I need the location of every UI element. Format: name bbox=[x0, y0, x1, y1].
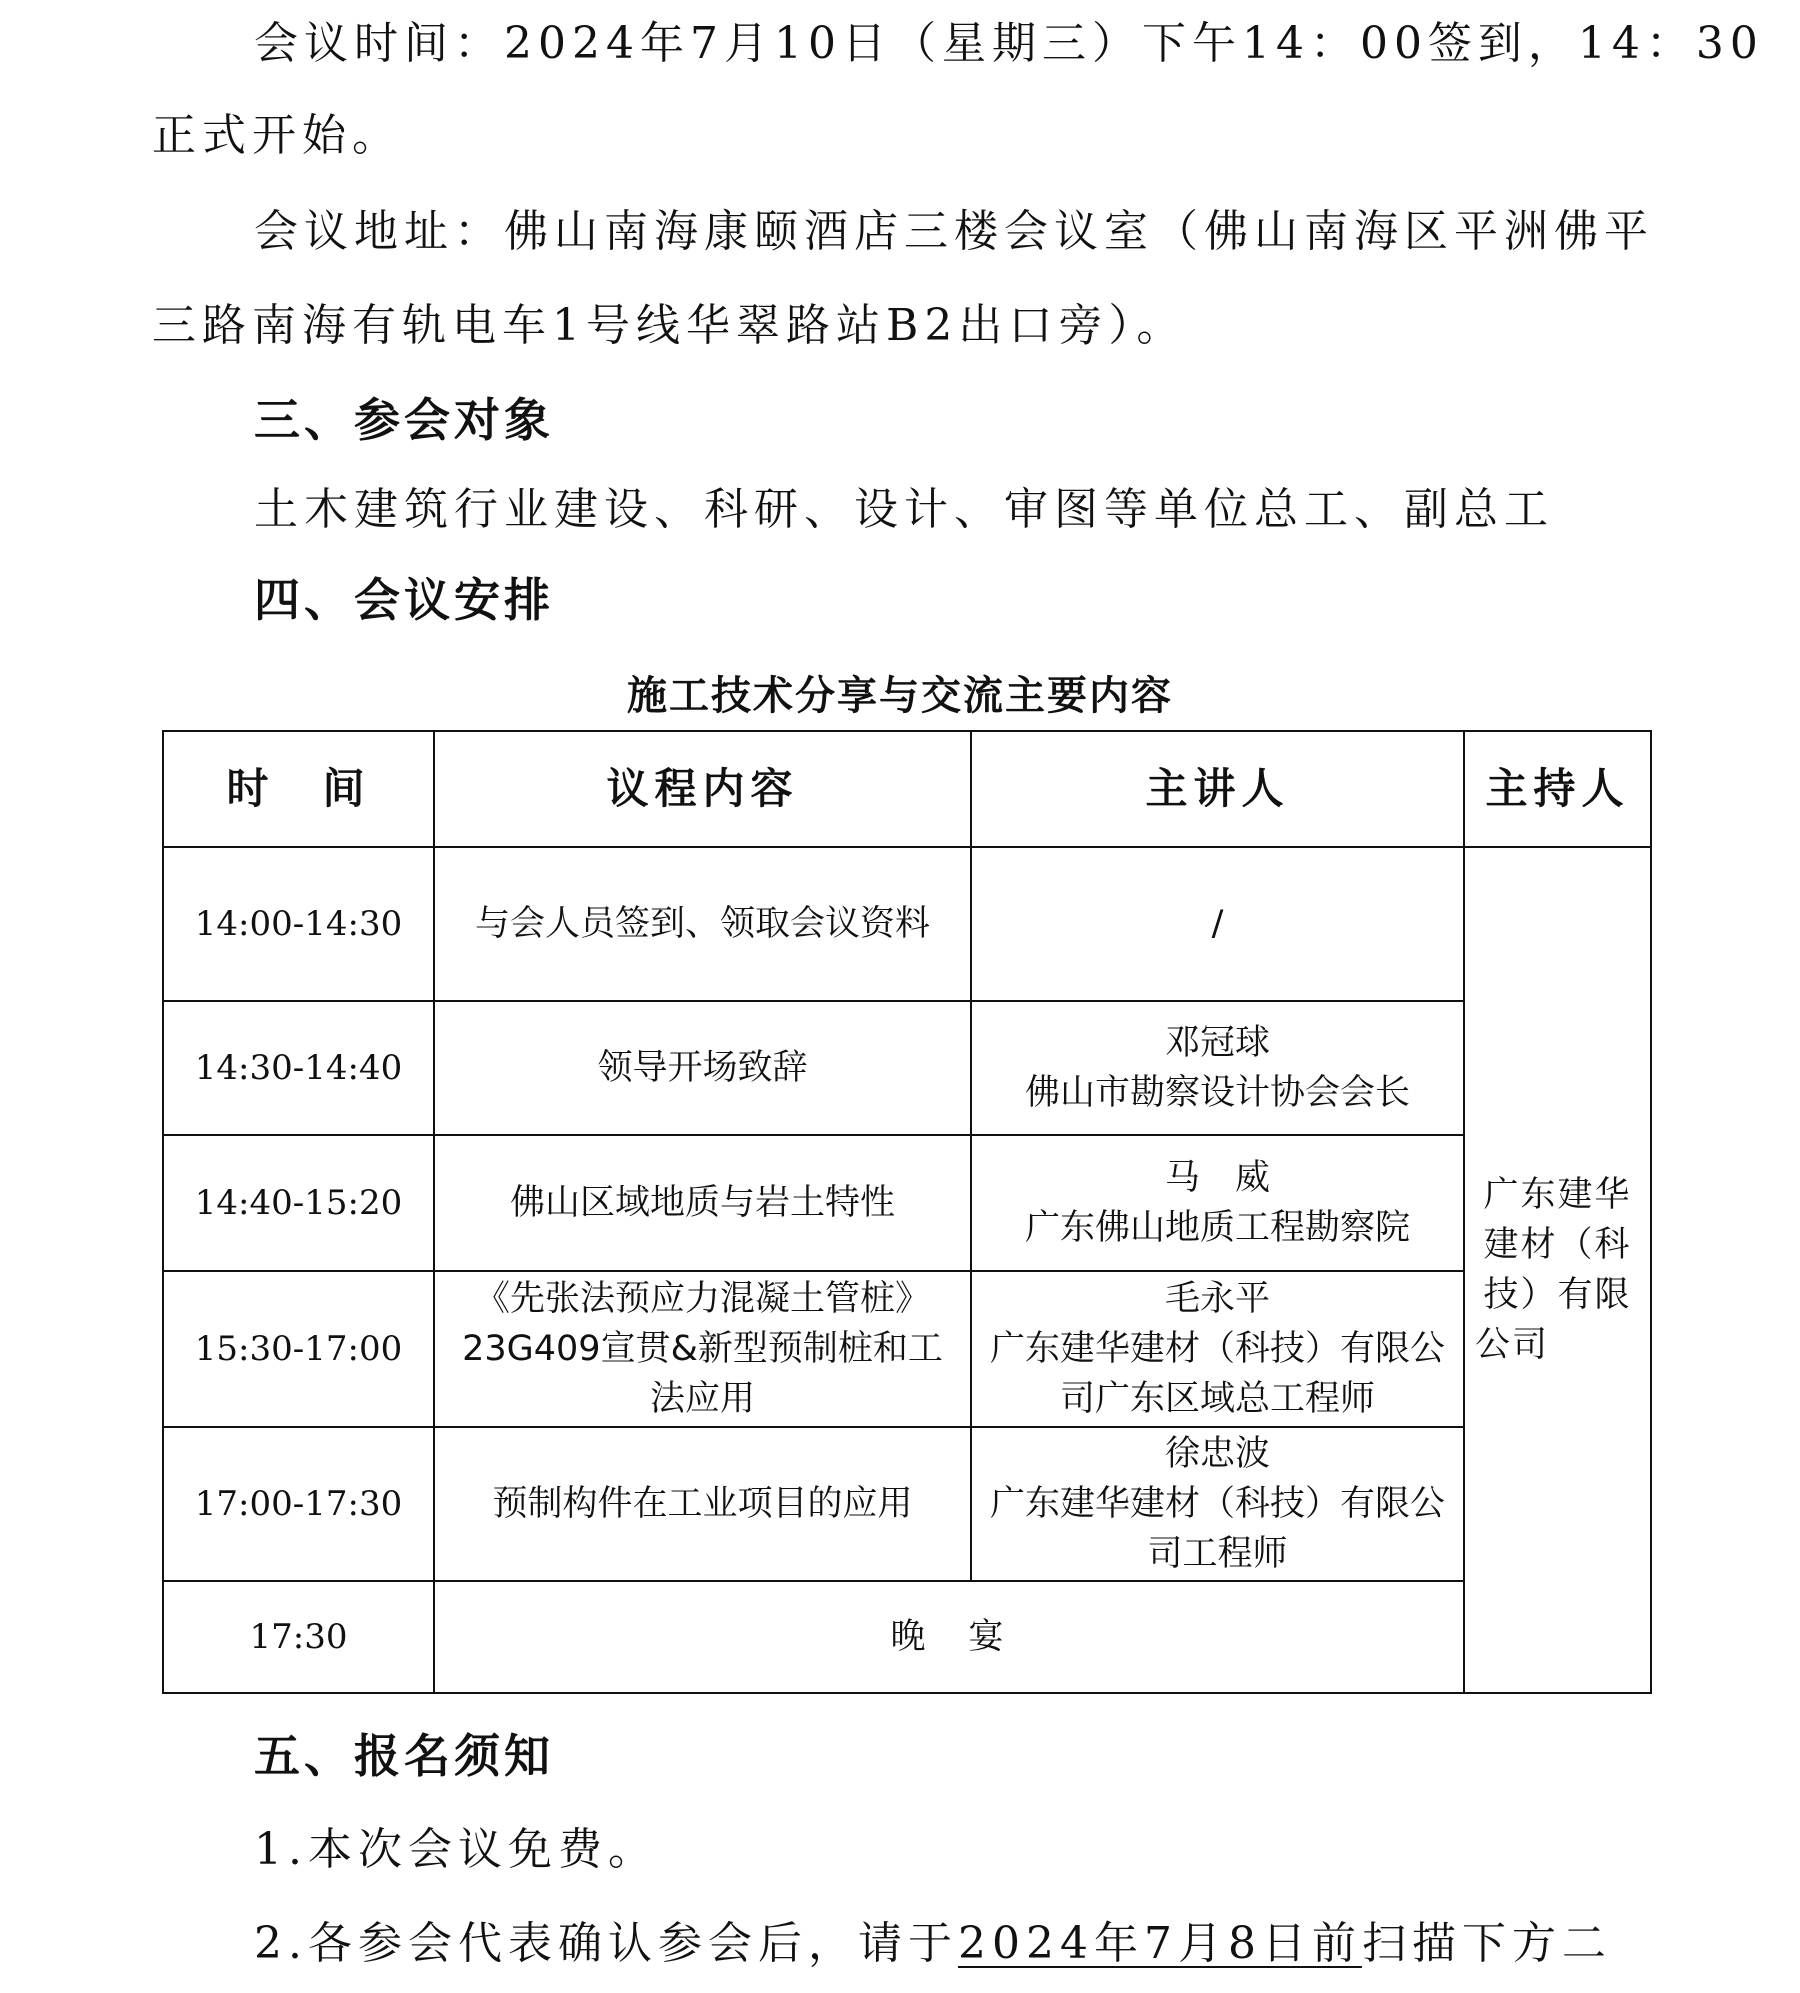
registration-item-2-suffix: 扫描下方二 bbox=[1361, 1918, 1612, 1969]
row-speaker: / bbox=[971, 847, 1464, 1001]
host-name: 广东建华建材（科技）有限公司 bbox=[1475, 1175, 1632, 1365]
row-agenda: 与会人员签到、领取会议资料 bbox=[434, 847, 971, 1001]
table-row bbox=[163, 1581, 1651, 1693]
header-host: 主持人 bbox=[1464, 731, 1651, 847]
table-row bbox=[163, 1271, 1651, 1427]
header-speaker: 主讲人 bbox=[971, 731, 1464, 847]
meeting-address-line-1: 会议地址：佛山南海康颐酒店三楼会议室（佛山南海区平洲佛平 bbox=[254, 206, 1654, 257]
row-time: 14:00-14:30 bbox=[163, 847, 434, 1001]
table-row bbox=[163, 1001, 1651, 1135]
header-agenda: 议程内容 bbox=[434, 731, 971, 847]
table-row bbox=[163, 847, 1651, 1001]
row-time: 17:30 bbox=[163, 1581, 434, 1693]
section-5-heading: 五、报名须知 bbox=[254, 1729, 554, 1783]
row-speaker: 邓冠球 佛山市勘察设计协会会长 bbox=[971, 1001, 1464, 1135]
agenda-table bbox=[162, 730, 1652, 1694]
attendee-description: 土木建筑行业建设、科研、设计、审图等单位总工、副总工 bbox=[254, 484, 1554, 535]
table-row bbox=[163, 1135, 1651, 1271]
row-time: 15:30-17:00 bbox=[163, 1271, 434, 1427]
row-agenda: 预制构件在工业项目的应用 bbox=[434, 1427, 971, 1581]
meeting-address-line-2: 三路南海有轨电车1号线华翠路站B2出口旁）。 bbox=[152, 300, 1187, 351]
registration-item-1: 1.本次会议免费。 bbox=[254, 1824, 658, 1875]
row-agenda: 佛山区域地质与岩土特性 bbox=[434, 1135, 971, 1271]
row-time: 17:00-17:30 bbox=[163, 1427, 434, 1581]
registration-deadline: 2024年7月8日前 bbox=[957, 1918, 1362, 1969]
section-3-heading: 三、参会对象 bbox=[254, 393, 554, 447]
registration-item-2 bbox=[254, 1916, 1764, 1972]
host-cell bbox=[1464, 847, 1651, 1693]
row-time: 14:30-14:40 bbox=[163, 1001, 434, 1135]
row-speaker: 马 威 广东佛山地质工程勘察院 bbox=[971, 1135, 1464, 1271]
table-caption: 施工技术分享与交流主要内容 bbox=[627, 673, 1173, 719]
header-time: 时 间 bbox=[163, 731, 434, 847]
meeting-time-line-1: 会议时间：2024年7月10日（星期三）下午14：00签到，14：30 bbox=[254, 18, 1764, 69]
meeting-time-line-2: 正式开始。 bbox=[152, 110, 402, 161]
row-agenda: 领导开场致辞 bbox=[434, 1001, 971, 1135]
row-agenda: 《先张法预应力混凝土管桩》23G409宣贯&新型预制桩和工法应用 bbox=[434, 1271, 971, 1427]
table-header-row bbox=[163, 731, 1651, 847]
banquet-cell: 晚 宴 bbox=[434, 1581, 1464, 1693]
registration-item-2-prefix: 2.各参会代表确认参会后，请于 bbox=[254, 1918, 958, 1969]
row-time: 14:40-15:20 bbox=[163, 1135, 434, 1271]
row-speaker: 毛永平 广东建华建材（科技）有限公司广东区域总工程师 bbox=[971, 1271, 1464, 1427]
table-row bbox=[163, 1427, 1651, 1581]
section-4-heading: 四、会议安排 bbox=[254, 573, 554, 627]
row-speaker: 徐忠波 广东建华建材（科技）有限公司工程师 bbox=[971, 1427, 1464, 1581]
